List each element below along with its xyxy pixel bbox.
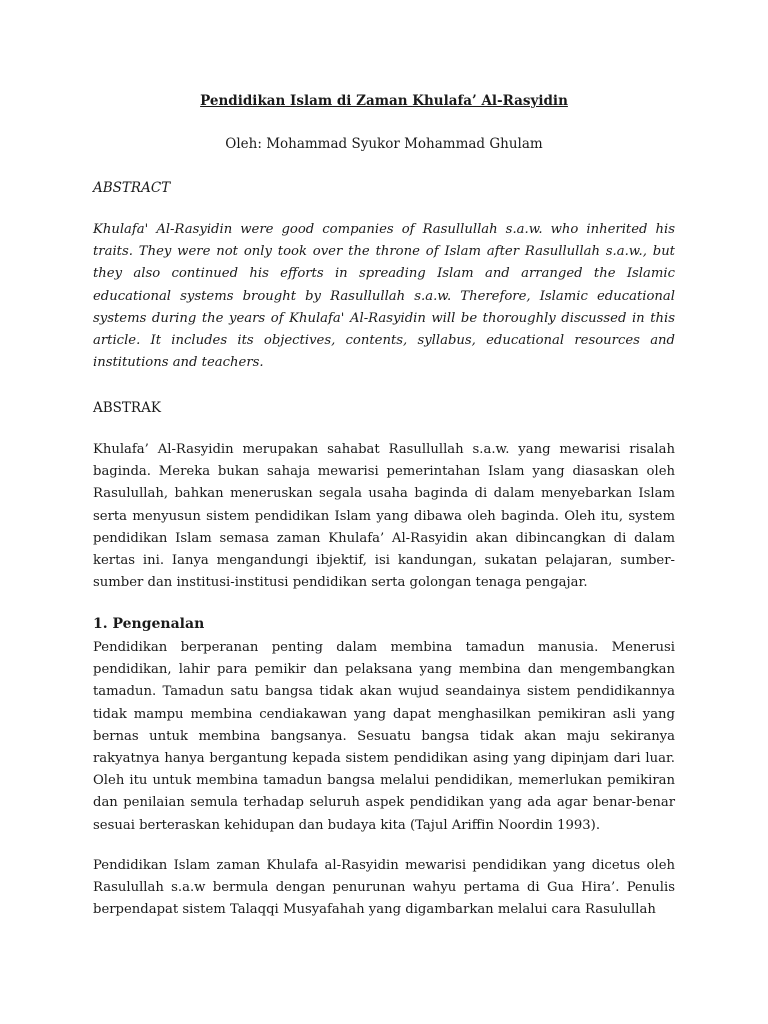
abstrak-heading: ABSTRAK (93, 400, 161, 416)
section-paragraph-2: Pendidikan Islam zaman Khulafa al-Rasyidin mewarisi pendidikan yang dicetus oleh Rasulullah s.a.w bermula dengan penurunan wahyu pertama di Gua Hira’. Penulis berpendapat sistem Talaqqi Musyafahah yang digambarkan melalui cara Rasulullah (93, 858, 675, 918)
section-heading-pengenalan: 1. Pengenalan (93, 616, 205, 632)
section-paragraph-1: Pendidikan berperanan penting dalam membina tamadun manusia. Menerusi pendidikan, lahir para pemikir dan pelaksana yang membina dan mengembangkan tamadun. Tamadun satu bangsa tidak akan wujud seandainya sistem pendidikannya tidak mampu membina cendiakawan yang dapat menghasilkan pemikiran asli yang bernas untuk membina bangsanya. Sesuatu bangsa tidak akan maju sekiranya rakyatnya hanya bergantung kepada sistem pendidikan asing yang dipinjam dari luar. Oleh itu untuk membina tamadun bangsa melalui pendidikan, memerlukan pemikiran dan penilaian semula terhadap seluruh aspek pendidikan yang ada agar benar-benar sesuai berteraskan kehidupan dan budaya kita (Tajul Ariffin Noordin 1993). (93, 640, 675, 833)
abstract-heading: ABSTRACT (93, 180, 171, 196)
document-title: Pendidikan Islam di Zaman Khulafa’ Al-Rasyidin (200, 93, 568, 109)
abstrak-paragraph: Khulafa’ Al-Rasyidin merupakan sahabat Rasullullah s.a.w. yang mewarisi risalah baginda. Mereka bukan sahaja mewarisi pemerintahan Islam yang diasaskan oleh Rasulullah, bahkan meneruskan segala usaha baginda di dalam menyebarkan Islam serta menyusun sistem pendidikan Islam yang dibawa oleh baginda. Oleh itu, system pendidikan Islam semasa zaman Khulafa’ Al-Rasyidin akan dibincangkan di dalam kertas ini. Ianya mengandungi ibjektif, isi kandungan, sukatan pelajaran, sumber-sumber dan institusi-institusi pendidikan serta golongan tenaga pengajar. (93, 442, 675, 591)
abstract-paragraph: Khulafa' Al-Rasyidin were good companies of Rasullullah s.a.w. who inherited his traits. They were not only took over the throne of Islam after Rasullullah s.a.w., but they also continued his efforts in spreading Islam and arranged the Islamic educational systems brought by Rasullullah s.a.w. Therefore, Islamic educational systems during the years of Khulafa' Al-Rasyidin will be thoroughly discussed in this article. It includes its objectives, contents, syllabus, educational resources and institutions and teachers. (93, 222, 675, 371)
author-line: Oleh: Mohammad Syukor Mohammad Ghulam (225, 136, 543, 152)
